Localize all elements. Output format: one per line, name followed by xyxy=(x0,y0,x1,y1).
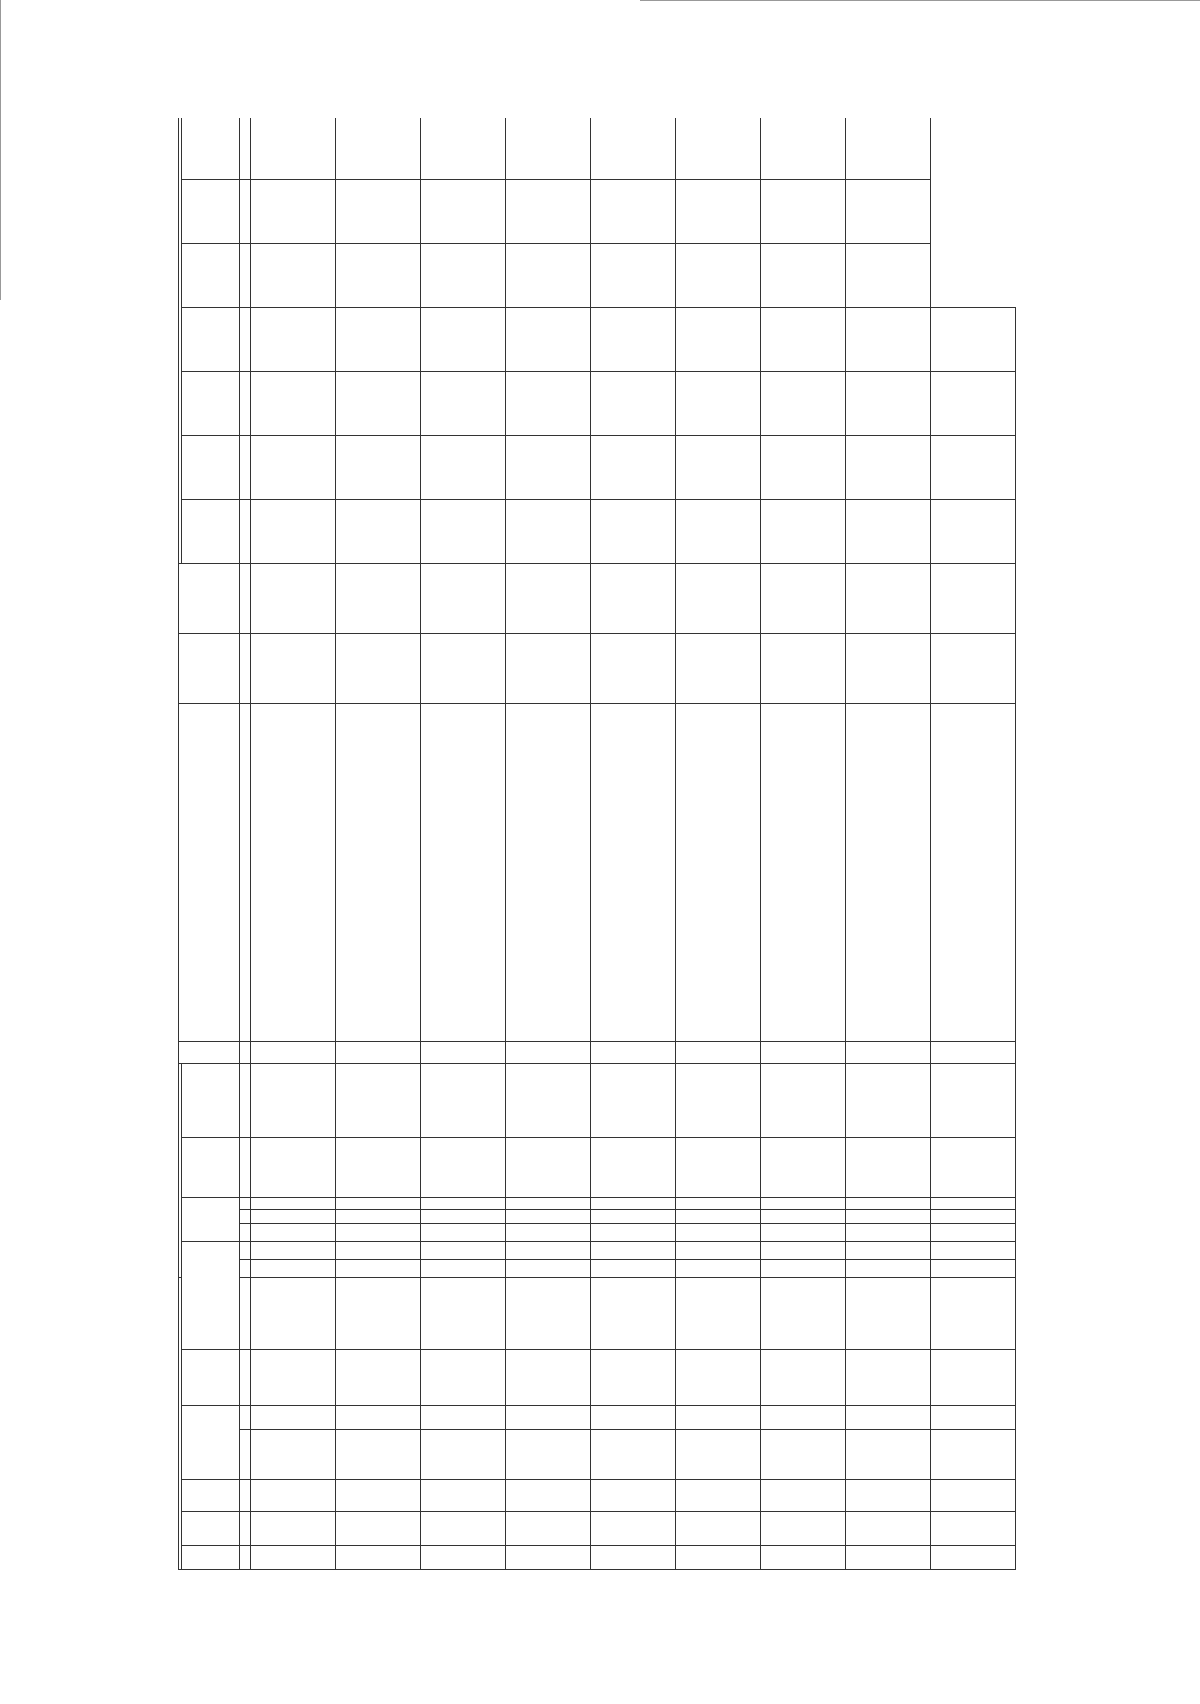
cell-meropriyatie-1 xyxy=(336,1259,421,1277)
cell-otvetstvenny-1 xyxy=(846,1209,931,1223)
cell-value-2029 xyxy=(251,179,336,243)
cell-gos-prog xyxy=(846,1546,931,1570)
cell-base-year xyxy=(506,563,591,633)
cell-otvetstvenny-2 xyxy=(506,1197,591,1209)
cell-aip xyxy=(421,1041,506,1063)
cell-value-2026 xyxy=(676,371,761,435)
cell-strukt-letter xyxy=(506,1406,591,1430)
cell-aip xyxy=(761,1041,846,1063)
cell-napravlenie-rashodov xyxy=(506,1063,591,1137)
cell-value-2025 xyxy=(846,435,931,499)
cell-aip xyxy=(931,1041,1016,1063)
cell-strukt-type xyxy=(931,1430,1016,1480)
cell-napravlenie xyxy=(676,1512,761,1546)
cell-meropriyatie-1 xyxy=(506,1259,591,1277)
cell-meropriyatie-1 xyxy=(251,1259,336,1277)
col-number xyxy=(240,703,251,1041)
header-year-2027 xyxy=(182,371,240,435)
cell-meropriyatie-1 xyxy=(931,1259,1016,1277)
cell-otvetstvenny-2 xyxy=(251,1197,336,1209)
cell-otvetstvenny-1 xyxy=(421,1209,506,1223)
col-number xyxy=(240,1063,251,1137)
table-row xyxy=(251,118,336,1570)
cell-value-2024 xyxy=(931,499,1016,563)
cell-tip-strukt xyxy=(676,1480,761,1512)
cell-base-year xyxy=(591,563,676,633)
cell-meropriyatie-1 xyxy=(846,1259,931,1277)
cell-otvetstvenny-1 xyxy=(761,1209,846,1223)
cell-meropriyatie-3 xyxy=(846,1223,931,1241)
cell-aip xyxy=(251,1041,336,1063)
cell-otvetstvenny-3 xyxy=(421,1137,506,1197)
cell-value-2027 xyxy=(761,307,846,371)
cell-meropriyatie-2 xyxy=(591,1241,676,1259)
cell-value-2029 xyxy=(336,179,421,243)
cell-meropriyatie-2 xyxy=(336,1241,421,1259)
cell-otvetstvenny-1 xyxy=(336,1209,421,1223)
col-number xyxy=(240,1209,251,1223)
cell-value-2024 xyxy=(251,499,336,563)
cell-unit xyxy=(931,633,1016,703)
cell-meropriyatie-2 xyxy=(931,1241,1016,1259)
cell-value-2024 xyxy=(761,499,846,563)
cell-otvetstvenny-2 xyxy=(676,1197,761,1209)
cell-value-2028 xyxy=(421,243,506,307)
cell-meropriyatie-2 xyxy=(251,1241,336,1259)
cell-value-2024 xyxy=(591,499,676,563)
cell-strukt-type xyxy=(591,1430,676,1480)
cell-value-2026 xyxy=(591,371,676,435)
cell-value-2026 xyxy=(931,371,1016,435)
cell-strukt-letter xyxy=(591,1406,676,1430)
col-number xyxy=(240,1350,251,1406)
cell-unit xyxy=(676,633,761,703)
cell-unit xyxy=(251,633,336,703)
cell-value-2028 xyxy=(591,243,676,307)
cell-gos-prog xyxy=(421,1546,506,1570)
cell-indicator-description xyxy=(591,703,676,1041)
cell-strukt-number xyxy=(251,1350,336,1406)
header-year-2030 xyxy=(182,179,240,243)
cell-strukt-number xyxy=(591,1350,676,1406)
col-number xyxy=(240,435,251,499)
col-number xyxy=(240,243,251,307)
cell-value-2026 xyxy=(846,371,931,435)
cell-indicator-description xyxy=(506,703,591,1041)
cell-indicator-description xyxy=(846,703,931,1041)
cell-value-2026 xyxy=(506,371,591,435)
cell-value-2028 xyxy=(336,243,421,307)
cell-indicator-description xyxy=(421,703,506,1041)
cell-strukt-type xyxy=(251,1430,336,1480)
cell-zadacha xyxy=(421,1277,506,1349)
cell-gos-prog xyxy=(591,1546,676,1570)
header-ed-izm xyxy=(179,633,240,703)
cell-meropriyatie-3 xyxy=(251,1223,336,1241)
cell-zadacha xyxy=(846,1277,931,1349)
cell-tip-strukt xyxy=(591,1480,676,1512)
col-number xyxy=(240,1480,251,1512)
cell-value-2030 xyxy=(336,118,421,179)
header-napravlenie-rashodov xyxy=(182,1137,240,1197)
header-year-2025 xyxy=(182,499,240,563)
cell-value-2029 xyxy=(591,179,676,243)
cell-meropriyatie-1 xyxy=(676,1259,761,1277)
cell-base-year xyxy=(761,563,846,633)
cell-otvetstvenny-3 xyxy=(336,1137,421,1197)
cell-value-2030 xyxy=(506,118,591,179)
cell-value-2029 xyxy=(846,179,931,243)
cell-value-2030 xyxy=(846,118,931,179)
cell-tip-strukt xyxy=(761,1480,846,1512)
cell-strukt-letter xyxy=(846,1406,931,1430)
cell-napravlenie-rashodov xyxy=(761,1063,846,1137)
header-year-2026 xyxy=(182,435,240,499)
cell-gos-prog xyxy=(931,1546,1016,1570)
scan-edge-top xyxy=(640,0,1200,1)
cell-meropriyatie-2 xyxy=(846,1241,931,1259)
cell-base-year xyxy=(336,563,421,633)
cell-strukt-type xyxy=(761,1430,846,1480)
cell-napravlenie-rashodov xyxy=(931,1063,1016,1137)
cell-zadacha xyxy=(931,1277,1016,1349)
header-zadacha xyxy=(182,1350,240,1406)
cell-base-year xyxy=(846,563,931,633)
table-row xyxy=(846,118,931,1570)
col-number xyxy=(240,1197,251,1209)
cell-strukt-letter xyxy=(336,1406,421,1430)
cell-otvetstvenny-2 xyxy=(591,1197,676,1209)
cell-gos-prog xyxy=(506,1546,591,1570)
cell-gos-prog xyxy=(336,1546,421,1570)
cell-strukt-number xyxy=(336,1350,421,1406)
table-row xyxy=(421,118,506,1570)
cell-tip-strukt xyxy=(846,1480,931,1512)
cell-aip xyxy=(336,1041,421,1063)
cell-value-2027 xyxy=(676,307,761,371)
col-number xyxy=(240,633,251,703)
cell-value-2029 xyxy=(761,179,846,243)
header-naimenovanie xyxy=(179,703,240,1041)
cell-base-year xyxy=(421,563,506,633)
header-fin-god xyxy=(179,563,240,633)
cell-base-year xyxy=(251,563,336,633)
table-row xyxy=(676,118,761,1570)
cell-value-2025 xyxy=(421,435,506,499)
cell-tip-strukt xyxy=(931,1480,1016,1512)
cell-napravlenie xyxy=(846,1512,931,1546)
cell-aip xyxy=(591,1041,676,1063)
col-number xyxy=(240,1406,251,1430)
header-year-2029 xyxy=(182,243,240,307)
cell-value-2027 xyxy=(421,307,506,371)
cell-value-2027 xyxy=(506,307,591,371)
cell-napravlenie-rashodov xyxy=(336,1063,421,1137)
col-number xyxy=(240,1041,251,1063)
header-tip-strukt xyxy=(182,1480,240,1512)
cell-value-2025 xyxy=(591,435,676,499)
cell-indicator-description xyxy=(676,703,761,1041)
cell-otvetstvenny-3 xyxy=(761,1137,846,1197)
cell-value-2029 xyxy=(506,179,591,243)
table-row xyxy=(761,118,846,1570)
cell-indicator-description xyxy=(931,703,1016,1041)
cell-aip xyxy=(506,1041,591,1063)
table-frame xyxy=(178,118,1083,1570)
cell-meropriyatie-1 xyxy=(761,1259,846,1277)
col-number xyxy=(240,371,251,435)
cell-aip xyxy=(676,1041,761,1063)
cell-value-2025 xyxy=(676,435,761,499)
cell-gos-prog xyxy=(251,1546,336,1570)
table-row xyxy=(336,118,421,1570)
cell-napravlenie xyxy=(506,1512,591,1546)
cell-napravlenie xyxy=(251,1512,336,1546)
cell-otvetstvenny-1 xyxy=(506,1209,591,1223)
scan-edge-left xyxy=(0,0,1,300)
cell-otvetstvenny-1 xyxy=(591,1209,676,1223)
cell-napravlenie-rashodov xyxy=(421,1063,506,1137)
cell-otvetstvenny-3 xyxy=(676,1137,761,1197)
cell-napravlenie-rashodov xyxy=(591,1063,676,1137)
cell-napravlenie xyxy=(761,1512,846,1546)
cell-value-2029 xyxy=(676,179,761,243)
cell-meropriyatie-2 xyxy=(506,1241,591,1259)
cell-value-2030 xyxy=(251,118,336,179)
cell-meropriyatie-3 xyxy=(506,1223,591,1241)
cell-value-2025 xyxy=(336,435,421,499)
cell-unit xyxy=(846,633,931,703)
cell-strukt-number xyxy=(846,1350,931,1406)
cell-strukt-letter xyxy=(676,1406,761,1430)
cell-value-2024 xyxy=(506,499,591,563)
cell-value-2028 xyxy=(506,243,591,307)
col-number xyxy=(240,179,251,243)
cell-zadacha xyxy=(336,1277,421,1349)
cell-meropriyatie-3 xyxy=(591,1223,676,1241)
cell-meropriyatie-1 xyxy=(591,1259,676,1277)
cell-otvetstvenny-2 xyxy=(421,1197,506,1209)
cell-strukt-type xyxy=(846,1430,931,1480)
cell-value-2027 xyxy=(846,307,931,371)
cell-tip-strukt xyxy=(251,1480,336,1512)
cell-gos-prog xyxy=(761,1546,846,1570)
cell-value-2030 xyxy=(761,118,846,179)
cell-indicator-description xyxy=(336,703,421,1041)
cell-otvetstvenny-1 xyxy=(676,1209,761,1223)
cell-value-2028 xyxy=(846,243,931,307)
cell-strukt-type xyxy=(336,1430,421,1480)
cell-value-2026 xyxy=(336,371,421,435)
cell-otvetstvenny-3 xyxy=(251,1137,336,1197)
header-year-2028 xyxy=(182,307,240,371)
col-number xyxy=(240,307,251,371)
col-number xyxy=(240,1137,251,1197)
col-number xyxy=(240,1241,251,1259)
cell-strukt-number xyxy=(761,1350,846,1406)
cell-otvetstvenny-2 xyxy=(846,1197,931,1209)
cell-indicator-description xyxy=(761,703,846,1041)
cell-aip xyxy=(846,1041,931,1063)
cell-value-2026 xyxy=(421,371,506,435)
header-gos-prog xyxy=(182,1546,240,1570)
cell-otvetstvenny-1 xyxy=(931,1209,1016,1223)
cell-zadacha xyxy=(591,1277,676,1349)
col-number xyxy=(240,499,251,563)
cell-zadacha xyxy=(506,1277,591,1349)
cell-napravlenie xyxy=(336,1512,421,1546)
col-number xyxy=(240,1546,251,1570)
cell-base-year xyxy=(676,563,761,633)
table-row xyxy=(506,118,591,1570)
cell-strukt-number xyxy=(676,1350,761,1406)
cell-otvetstvenny-3 xyxy=(591,1137,676,1197)
cell-strukt-letter xyxy=(761,1406,846,1430)
header-strukt-element xyxy=(182,1406,240,1480)
cell-meropriyatie-2 xyxy=(421,1241,506,1259)
header-meropriyatie xyxy=(182,1241,240,1349)
cell-otvetstvenny-2 xyxy=(336,1197,421,1209)
cell-value-2024 xyxy=(421,499,506,563)
cell-tip-strukt xyxy=(506,1480,591,1512)
cell-value-2028 xyxy=(676,243,761,307)
column-numbers-row xyxy=(240,118,251,1570)
cell-value-2027 xyxy=(591,307,676,371)
cell-meropriyatie-3 xyxy=(421,1223,506,1241)
rotated-table-wrapper xyxy=(178,118,1083,1570)
cell-meropriyatie-2 xyxy=(761,1241,846,1259)
cell-otvetstvenny-3 xyxy=(931,1137,1016,1197)
cell-meropriyatie-1 xyxy=(421,1259,506,1277)
cell-value-2030 xyxy=(421,118,506,179)
cell-zadacha xyxy=(676,1277,761,1349)
cell-meropriyatie-3 xyxy=(761,1223,846,1241)
cell-meropriyatie-3 xyxy=(931,1223,1016,1241)
cell-napravlenie-rashodov xyxy=(846,1063,931,1137)
header-otvetstvenny xyxy=(182,1197,240,1241)
cell-strukt-number xyxy=(506,1350,591,1406)
cell-value-2030 xyxy=(591,118,676,179)
cell-unit xyxy=(761,633,846,703)
cell-zadacha xyxy=(761,1277,846,1349)
col-number xyxy=(240,1277,251,1349)
cell-napravlenie xyxy=(591,1512,676,1546)
col-number xyxy=(240,118,251,179)
cell-tip-strukt xyxy=(421,1480,506,1512)
cell-napravlenie xyxy=(931,1512,1016,1546)
cell-value-2030 xyxy=(676,118,761,179)
cell-strukt-number xyxy=(931,1350,1016,1406)
header-napravlenie xyxy=(182,1512,240,1546)
cell-meropriyatie-2 xyxy=(676,1241,761,1259)
header-aip xyxy=(179,1041,240,1063)
cell-strukt-letter xyxy=(251,1406,336,1430)
cell-strukt-type xyxy=(506,1430,591,1480)
cell-otvetstvenny-1 xyxy=(251,1209,336,1223)
cell-meropriyatie-3 xyxy=(676,1223,761,1241)
cell-napravlenie xyxy=(421,1512,506,1546)
cell-otvetstvenny-2 xyxy=(761,1197,846,1209)
cell-value-2025 xyxy=(506,435,591,499)
cell-indicator-description xyxy=(251,703,336,1041)
cell-gos-prog xyxy=(676,1546,761,1570)
cell-strukt-letter xyxy=(931,1406,1016,1430)
cell-napravlenie-rashodov xyxy=(251,1063,336,1137)
cell-value-2027 xyxy=(336,307,421,371)
cell-tip-strukt xyxy=(336,1480,421,1512)
cell-strukt-letter xyxy=(421,1406,506,1430)
cell-value-2024 xyxy=(676,499,761,563)
cell-strukt-number xyxy=(421,1350,506,1406)
cell-strukt-type xyxy=(676,1430,761,1480)
cell-otvetstvenny-2 xyxy=(931,1197,1016,1209)
cell-unit xyxy=(336,633,421,703)
table-row xyxy=(931,118,1016,1570)
col-number xyxy=(240,1223,251,1241)
cell-value-2026 xyxy=(251,371,336,435)
indicator-table xyxy=(178,118,1016,1570)
cell-unit xyxy=(506,633,591,703)
cell-value-2025 xyxy=(251,435,336,499)
col-number xyxy=(240,1512,251,1546)
cell-value-2025 xyxy=(761,435,846,499)
cell-unit xyxy=(591,633,676,703)
cell-base-year xyxy=(931,563,1016,633)
cell-unit xyxy=(421,633,506,703)
cell-value-2024 xyxy=(846,499,931,563)
cell-value-2027 xyxy=(251,307,336,371)
cell-zadacha xyxy=(251,1277,336,1349)
cell-value-2024 xyxy=(336,499,421,563)
header-year-2024 xyxy=(182,1063,240,1137)
cell-strukt-type xyxy=(421,1430,506,1480)
cell-napravlenie-rashodov xyxy=(676,1063,761,1137)
cell-otvetstvenny-3 xyxy=(846,1137,931,1197)
cell-value-2028 xyxy=(251,243,336,307)
table-row xyxy=(591,118,676,1570)
cell-value-2029 xyxy=(421,179,506,243)
col-number xyxy=(240,563,251,633)
col-number xyxy=(240,1430,251,1480)
cell-value-2028 xyxy=(761,243,846,307)
cell-otvetstvenny-3 xyxy=(506,1137,591,1197)
cell-meropriyatie-3 xyxy=(336,1223,421,1241)
cell-value-2026 xyxy=(761,371,846,435)
cell-value-2027 xyxy=(931,307,1016,371)
col-number xyxy=(240,1259,251,1277)
cell-value-2025 xyxy=(931,435,1016,499)
